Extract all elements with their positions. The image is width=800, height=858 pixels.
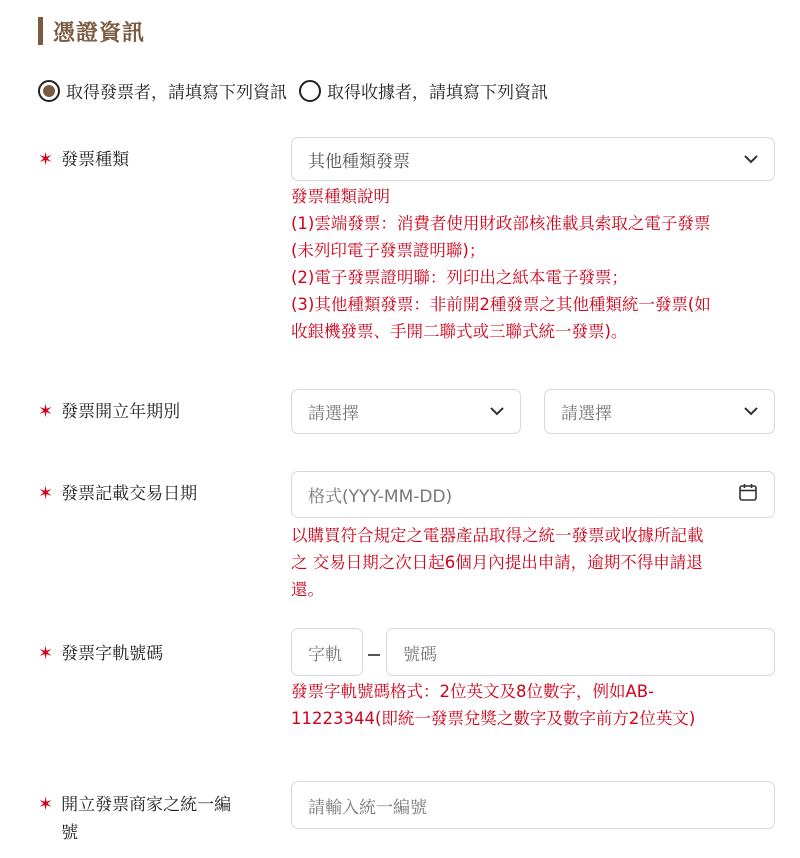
invoice-period-label xyxy=(38,398,268,426)
invoice-number-label xyxy=(38,640,268,668)
invoice-track-input[interactable] xyxy=(291,628,363,676)
transaction-date-label xyxy=(38,480,268,508)
invoice-number-input[interactable] xyxy=(386,628,775,676)
radio-receipt-label: 取得收據者，請填寫下列資訊 xyxy=(327,83,548,103)
required-star: ✶ xyxy=(38,643,54,664)
invoice-number-note xyxy=(291,678,781,732)
receipt-type-radio-group xyxy=(38,78,560,103)
invoice-period-placeholder: 請選擇 xyxy=(561,404,612,424)
invoice-track-placeholder: 字軌 xyxy=(308,644,342,665)
transaction-date-note-line: 還。 xyxy=(291,580,324,599)
transaction-date-label-text: 發票記載交易日期 xyxy=(61,484,198,504)
merchant-id-label-text xyxy=(61,791,231,847)
invoice-type-note-line: 收銀機發票、手開二聯式或三聯式統一發票)。 xyxy=(291,322,628,341)
chevron-down-icon xyxy=(744,405,758,419)
radio-invoice-label: 取得發票者，請填寫下列資訊 xyxy=(66,83,287,103)
transaction-date-note-line: 以購買符合規定之電器產品取得之統一發票或收據所記載 xyxy=(291,526,704,545)
chevron-down-icon xyxy=(490,405,504,419)
invoice-type-note-line: (未列印電子發票證明聯)； xyxy=(291,241,486,260)
merchant-id-label-line: 號 xyxy=(61,823,79,843)
invoice-type-label xyxy=(38,146,268,174)
invoice-number-label-text: 發票字軌號碼 xyxy=(61,644,164,664)
radio-invoice-option[interactable] xyxy=(38,78,287,103)
invoice-type-note-line: 發票種類說明 xyxy=(291,187,390,206)
required-star: ✶ xyxy=(38,149,54,170)
section-title-bar xyxy=(38,17,43,45)
invoice-number-note-line: 11223344(即統一發票兌獎之數字及數字前方2位英文) xyxy=(291,709,696,728)
invoice-year-placeholder: 請選擇 xyxy=(308,404,359,424)
invoice-type-select[interactable] xyxy=(291,137,775,181)
section-title-text: 憑證資訊 xyxy=(53,20,146,46)
calendar-icon[interactable] xyxy=(738,482,758,507)
merchant-id-label xyxy=(38,791,268,847)
invoice-type-value: 其他種類發票 xyxy=(308,151,410,172)
merchant-id-input[interactable] xyxy=(291,781,775,829)
merchant-id-placeholder: 請輸入統一編號 xyxy=(308,797,427,818)
section-title xyxy=(38,16,145,46)
invoice-type-label-text: 發票種類 xyxy=(61,150,130,170)
radio-receipt-circle[interactable] xyxy=(299,80,321,102)
invoice-type-note-line: (3)其他種類發票：非前開2種發票之其他種類統一發票(如 xyxy=(291,295,711,314)
required-star: ✶ xyxy=(38,794,54,815)
invoice-type-note-line: (2)電子發票證明聯：列印出之紙本電子發票； xyxy=(291,268,628,287)
invoice-type-note-line: (1)雲端發票：消費者使用財政部核准載具索取之電子發票 xyxy=(291,214,711,233)
invoice-period-select[interactable] xyxy=(544,389,775,434)
invoice-number-note-line: 發票字軌號碼格式：2位英文及8位數字，例如AB- xyxy=(291,682,655,701)
transaction-date-note-line: 之 交易日期之次日起6個月內提出申請，逾期不得申請退 xyxy=(291,553,703,572)
required-star: ✶ xyxy=(38,483,54,504)
radio-selected-dot xyxy=(43,85,55,97)
radio-receipt-option[interactable] xyxy=(299,78,548,103)
merchant-id-label-line: 開立發票商家之統一編 xyxy=(61,795,232,815)
invoice-year-select[interactable] xyxy=(291,389,521,434)
invoice-type-note xyxy=(291,183,781,345)
invoice-number-placeholder: 號碼 xyxy=(403,644,437,665)
radio-invoice-circle[interactable] xyxy=(38,80,60,102)
transaction-date-input[interactable] xyxy=(291,471,775,518)
required-star: ✶ xyxy=(38,401,54,422)
invoice-period-label-text: 發票開立年期別 xyxy=(61,402,181,422)
number-separator xyxy=(368,654,380,656)
transaction-date-placeholder: 格式(YYY-MM-DD) xyxy=(308,487,453,507)
chevron-down-icon xyxy=(744,152,758,166)
transaction-date-note xyxy=(291,522,781,603)
